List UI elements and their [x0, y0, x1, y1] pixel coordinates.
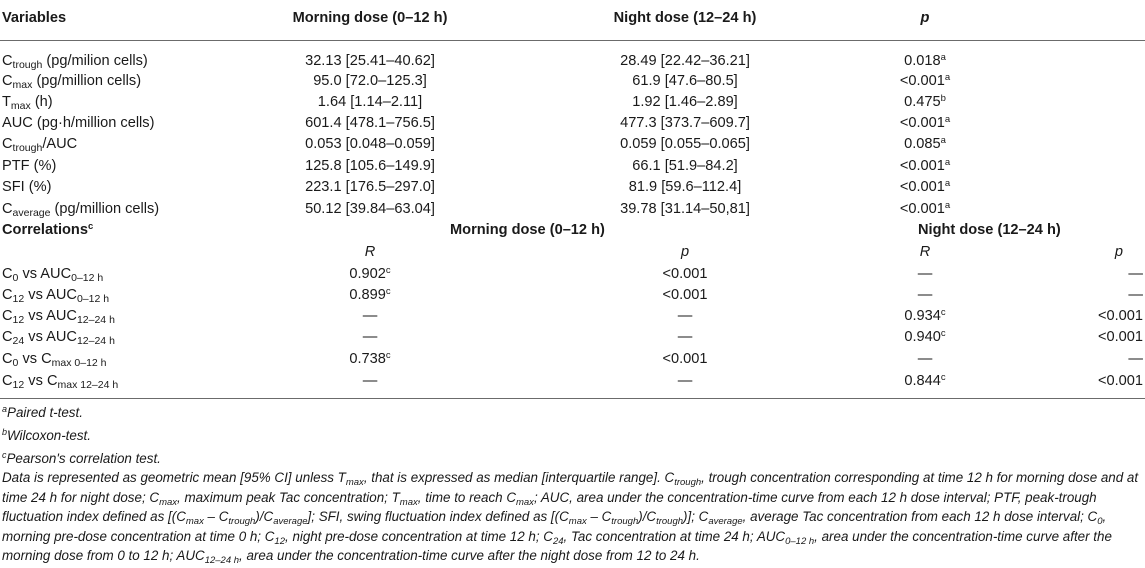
table-header-row: [0, 8, 1145, 29]
r-night-value: 0.934$^c$: [904, 307, 946, 324]
morning-value: 1.64 [1.14–2.11]: [317, 94, 423, 110]
row-label: $T_{max}$ (h): [2, 94, 53, 112]
night-value: 1.92 [1.46–2.89]: [632, 94, 738, 110]
p-night-label: p: [1114, 244, 1123, 260]
p-morning-value: —: [677, 308, 693, 324]
p-value: 0.085$^a$: [904, 135, 946, 152]
p-value: <0.001$^a$: [899, 72, 951, 89]
footnote-c: $^c$Pearson's correlation test.: [2, 450, 161, 466]
footnote-definitions: Data is represented as geometric mean [95% CI] unless $T_{max}$, that is expressed as median [interquartile range]. $C_{trough}$, trough concentration corresponding at time 12 h for morning dose and at time 24 h for night dose; $C_{max}$, maximum peak Tac concentration; $T_{max}$, time to reach $C_{max}$; AUC, area under the concentration-time curve from each 12 h dose interval; PTF, peak-trough fluctuation index defined as $[(C_{max} - C_{trough})/C_{average}]$; SFI, swing fluctuation index defined as $[(C_{max} - C_{trough})/C_{trough})$]; $C_{average}$, average Tac concentration from each 12 h dose interval; $C_0$, morning pre-dose concentration at time 0 h; $C_{12}$, night pre-dose concentration at time 12 h; $C_{24}$, Tac concentration at time 24 h; $AUC_{0-12 h}$, area under the concentration-time curve after the morning dose from 0 to 12 h; $AUC_{12-24 h}$, area under the concentration-time curve after the night dose from 12 to 24 h.: [2, 470, 1139, 566]
correlations-subheader-row: [0, 242, 1145, 263]
correlations-morning-head: Morning dose (0–12 h): [450, 222, 605, 238]
r-night-value: 0.940$^c$: [904, 328, 946, 345]
table-row: [0, 264, 1145, 285]
r-night-value: —: [917, 266, 933, 282]
r-night-label: R: [919, 244, 931, 260]
r-night-value: 0.844$^c$: [904, 372, 946, 389]
row-label: $C_{average}$ (pg/million cells): [2, 201, 160, 219]
p-night-value: <0.001: [1097, 329, 1143, 345]
row-label: AUC (pg·h/million cells): [2, 115, 155, 131]
night-value: 66.1 [51.9–84.2]: [632, 158, 738, 174]
r-morning-value: 0.902$^c$: [349, 265, 391, 282]
morning-value: 0.053 [0.048–0.059]: [305, 136, 435, 152]
p-night-value: —: [1128, 266, 1143, 282]
morning-value: 223.1 [176.5–297.0]: [305, 179, 435, 195]
table-row: [0, 134, 1145, 155]
correlations-header-row: [0, 220, 1145, 241]
p-night-value: <0.001: [1097, 373, 1143, 389]
row-label: $C_{trough}$ (pg/milion cells): [2, 53, 148, 71]
table-row: [0, 285, 1145, 306]
correlations-title: Correlations$^c$: [2, 221, 94, 238]
table-row: [0, 113, 1145, 134]
table-row: [0, 327, 1145, 348]
p-night-value: —: [1128, 351, 1143, 367]
header-p: p: [920, 10, 930, 26]
p-morning-value: —: [677, 329, 693, 345]
row-label: $C_{24}$ vs $AUC_{12-24 h}$: [2, 329, 115, 347]
night-value: 81.9 [59.6–112.4]: [628, 179, 742, 195]
p-value: <0.001$^a$: [899, 157, 951, 174]
p-morning-value: <0.001: [662, 351, 708, 367]
table-row: [0, 199, 1145, 220]
morning-value: 125.8 [105.6–149.9]: [305, 158, 435, 174]
r-night-value: —: [917, 287, 933, 303]
r-morning-value: —: [362, 308, 378, 324]
p-morning-value: —: [677, 373, 693, 389]
night-value: 61.9 [47.6–80.5]: [632, 73, 738, 89]
table-row: [0, 156, 1145, 177]
header-variables: Variables: [2, 10, 67, 26]
morning-value: 50.12 [39.84–63.04]: [305, 201, 435, 217]
correlations-night-head: Night dose (12–24 h): [918, 222, 1061, 238]
row-label: $C_0$ vs $AUC_{0-12 h}$: [2, 266, 104, 284]
p-value: <0.001$^a$: [899, 200, 951, 217]
night-value: 39.78 [31.14–50,81]: [620, 201, 750, 217]
p-value: 0.475$^b$: [904, 93, 946, 110]
r-night-value: —: [917, 351, 933, 367]
footnote-a: $^a$Paired t-test.: [2, 404, 83, 420]
night-value: 0.059 [0.055–0.065]: [620, 136, 750, 152]
row-label: $C_{max}$ (pg/million cells): [2, 73, 142, 91]
row-label: PTF (%): [2, 158, 57, 174]
table-row: [0, 349, 1145, 370]
table-row: [0, 92, 1145, 113]
table-bottom-divider: [0, 398, 1145, 399]
row-label: $C_{trough}$/AUC: [2, 136, 78, 154]
night-value: 28.49 [22.42–36.21]: [620, 53, 750, 69]
header-divider: [0, 40, 1145, 41]
table-row: [0, 306, 1145, 327]
r-morning-value: —: [362, 329, 378, 345]
table-row: [0, 71, 1145, 92]
row-label: SFI (%): [2, 179, 52, 195]
header-night-dose: Night dose (12–24 h): [613, 10, 757, 26]
footnote-b: $^b$Wilcoxon-test.: [2, 427, 91, 443]
p-night-value: <0.001: [1097, 308, 1143, 324]
row-label: $C_{12}$ vs $C_{max 12-24 h}$: [2, 373, 119, 391]
p-value: <0.001$^a$: [899, 178, 951, 195]
row-label: $C_0$ vs $C_{max 0-12 h}$: [2, 351, 107, 369]
table-row: [0, 51, 1145, 72]
r-morning-value: 0.899$^c$: [349, 286, 391, 303]
night-value: 477.3 [373.7–609.7]: [620, 115, 750, 131]
row-label: $C_{12}$ vs $AUC_{0-12 h}$: [2, 287, 110, 305]
p-morning-value: <0.001: [662, 287, 708, 303]
morning-value: 32.13 [25.41–40.62]: [305, 53, 435, 69]
row-label: $C_{12}$ vs $AUC_{12-24 h}$: [2, 308, 115, 326]
table-row: [0, 371, 1145, 392]
p-value: 0.018$^a$: [904, 52, 946, 69]
table-row: [0, 177, 1145, 198]
morning-value: 95.0 [72.0–125.3]: [313, 73, 427, 89]
morning-value: 601.4 [478.1–756.5]: [305, 115, 435, 131]
p-value: <0.001$^a$: [899, 114, 951, 131]
p-night-value: —: [1128, 287, 1143, 303]
r-morning-value: —: [362, 373, 378, 389]
r-morning-value: 0.738$^c$: [349, 350, 391, 367]
p-morning-value: <0.001: [662, 266, 708, 282]
p-morning-label: p: [680, 244, 690, 260]
r-morning-label: R: [364, 244, 376, 260]
header-morning-dose: Morning dose (0–12 h): [292, 10, 448, 26]
